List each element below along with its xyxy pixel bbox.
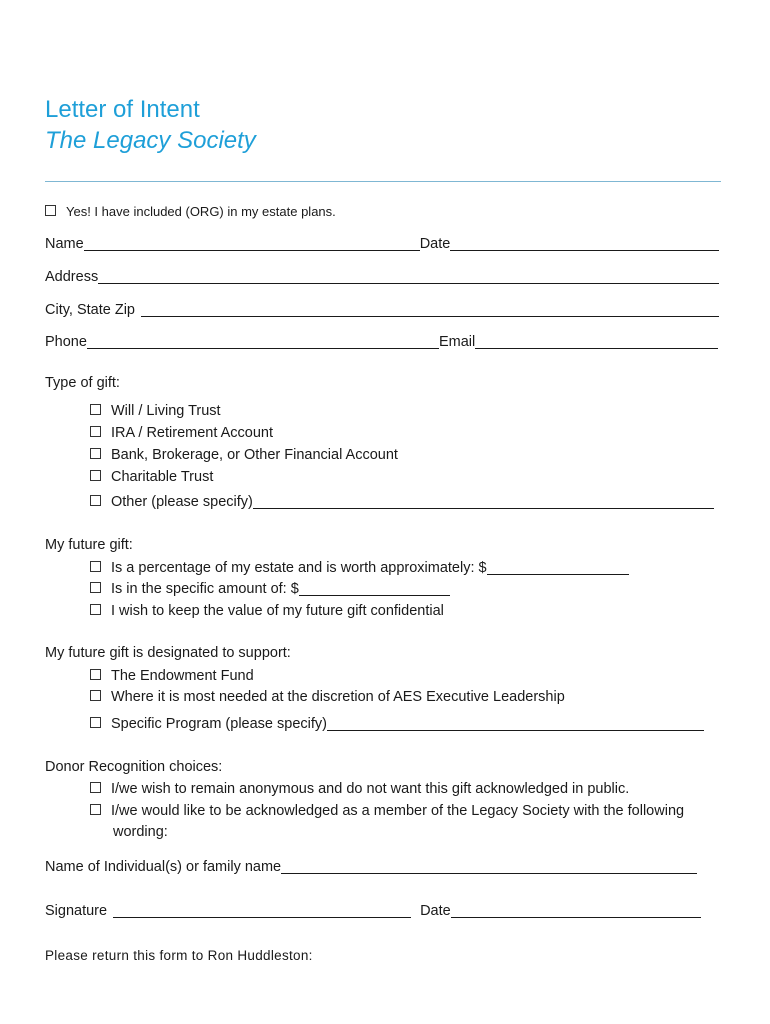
checkbox[interactable]	[90, 669, 101, 680]
signature-field[interactable]	[113, 903, 411, 918]
phone-email-row	[45, 334, 718, 350]
individual-name-field[interactable]	[281, 859, 697, 874]
option-label: Is a percentage of my estate and is worth approximately: $	[111, 560, 487, 576]
email-label: Email	[438, 334, 476, 350]
signature-row	[45, 903, 701, 919]
designation-option	[90, 689, 565, 705]
option-label: Where it is most needed at the discretion of AES Executive Leadership	[111, 689, 565, 705]
option-label: Specific Program (please specify)	[111, 716, 327, 732]
page-subtitle: The Legacy Society	[45, 127, 256, 154]
option-label: Charitable Trust	[111, 469, 214, 485]
email-field[interactable]	[475, 334, 718, 349]
checkbox[interactable]	[90, 782, 101, 793]
address-label: Address	[45, 269, 99, 285]
checkbox[interactable]	[90, 404, 101, 415]
commitment-label: Yes! I have included (ORG) in my estate plans.	[66, 204, 336, 219]
date-label: Date	[419, 236, 451, 252]
future-gift-heading: My future gift:	[45, 537, 133, 553]
date-field[interactable]	[450, 236, 719, 251]
checkbox[interactable]	[90, 426, 101, 437]
gift-type-heading: Type of gift:	[45, 375, 120, 391]
commitment-row	[45, 204, 336, 219]
page-title: Letter of Intent	[45, 96, 200, 123]
option-label: IRA / Retirement Account	[111, 425, 273, 441]
signature-label: Signature	[45, 903, 108, 919]
designation-option	[90, 716, 704, 732]
checkbox[interactable]	[90, 561, 101, 572]
option-label: Is in the specific amount of: $	[111, 581, 299, 597]
checkbox[interactable]	[90, 690, 101, 701]
future-gift-option	[90, 603, 444, 619]
program-specify-field[interactable]	[327, 716, 704, 731]
option-label: I/we would like to be acknowledged as a member of the Legacy Society with the following	[111, 803, 685, 819]
designation-heading: My future gift is designated to support:	[45, 645, 291, 661]
checkbox[interactable]	[90, 804, 101, 815]
recognition-option	[90, 803, 684, 819]
checkbox[interactable]	[90, 495, 101, 506]
address-field[interactable]	[98, 269, 719, 284]
name-label: Name	[45, 236, 84, 252]
option-label: Will / Living Trust	[111, 403, 221, 419]
gift-type-option	[90, 425, 273, 441]
option-label: I wish to keep the value of my future gift confidential	[111, 603, 444, 619]
checkbox[interactable]	[90, 470, 101, 481]
option-label: I/we wish to remain anonymous and do not want this gift acknowledged in public.	[111, 781, 630, 797]
option-label: Bank, Brokerage, or Other Financial Account	[111, 447, 398, 463]
recognition-option-continued: wording:	[113, 824, 168, 840]
signature-date-label: Date	[420, 903, 451, 919]
individual-name-row	[45, 859, 697, 875]
commitment-checkbox[interactable]	[45, 205, 56, 216]
other-specify-field[interactable]	[253, 494, 714, 509]
city-state-zip-field[interactable]	[141, 302, 719, 317]
phone-field[interactable]	[87, 334, 439, 349]
gift-type-option	[90, 447, 398, 463]
checkbox[interactable]	[90, 604, 101, 615]
return-note: Please return this form to Ron Huddleston:	[45, 948, 313, 963]
recognition-heading: Donor Recognition choices:	[45, 759, 223, 775]
title-divider	[45, 181, 721, 182]
future-gift-option	[90, 560, 629, 576]
recognition-option	[90, 781, 629, 797]
specific-amount-field[interactable]	[299, 581, 450, 596]
checkbox[interactable]	[90, 717, 101, 728]
individual-name-label: Name of Individual(s) or family name	[45, 859, 282, 875]
city-state-zip-label: City, State Zip	[45, 302, 135, 318]
city-state-zip-row	[45, 302, 719, 318]
signature-date-field[interactable]	[451, 903, 701, 918]
percentage-amount-field[interactable]	[487, 560, 629, 575]
option-label: The Endowment Fund	[111, 668, 254, 684]
name-date-row	[45, 236, 719, 252]
designation-option	[90, 668, 254, 684]
future-gift-option	[90, 581, 450, 597]
address-row	[45, 269, 719, 285]
gift-type-option	[90, 403, 221, 419]
phone-label: Phone	[45, 334, 87, 350]
checkbox[interactable]	[90, 582, 101, 593]
gift-type-option	[90, 494, 714, 510]
name-field[interactable]	[84, 236, 420, 251]
option-label: Other (please specify)	[111, 494, 253, 510]
gift-type-option	[90, 469, 213, 485]
checkbox[interactable]	[90, 448, 101, 459]
